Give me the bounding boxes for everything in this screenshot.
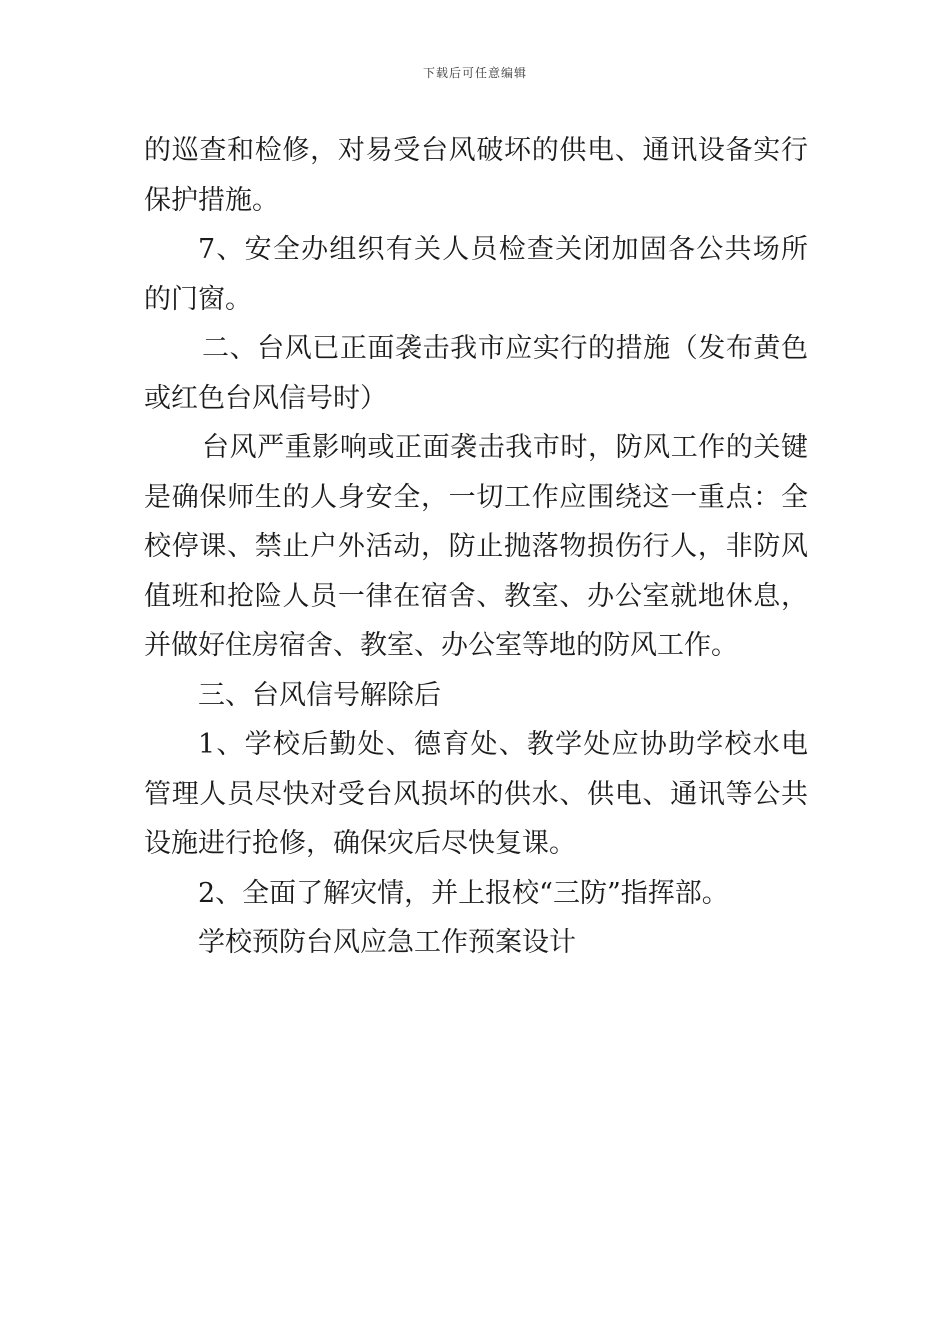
- section-2-heading: 二、台风已正面袭击我市应实行的措施（发布黄色或红色台风信号时）: [144, 333, 808, 414]
- section-3-item-1: 1、学校后勤处、德育处、教学处应协助学校水电管理人员尽快对受台风损坏的供水、供电、通讯等公共设施进行抢修，确保灾后尽快复课。: [144, 729, 808, 859]
- section-3-heading: 三、台风信号解除后: [198, 679, 441, 711]
- section-3-item-2: 2、全面了解灾情，并上报校“三防”指挥部。: [198, 877, 729, 909]
- page-header: 下载后可任意编辑: [422, 66, 527, 80]
- document-body: [144, 126, 808, 968]
- paragraph-item-7: 7、安全办组织有关人员检查关闭加固各公共场所的门窗。: [144, 234, 808, 315]
- section-2-body: 台风严重影响或正面袭击我市时，防风工作的关键是确保师生的人身安全，一切工作应围绕这一重点：全校停课、禁止户外活动，防止抛落物损伤行人，非防风值班和抢险人员一律在宿舍、教室、办公室就地休息，并做好住房宿舍、教室、办公室等地的防风工作。: [144, 432, 808, 661]
- paragraph-continuation: 的巡查和检修，对易受台风破坏的供电、通讯设备实行保护措施。: [144, 135, 808, 216]
- closing-title: 学校预防台风应急工作预案设计: [198, 927, 576, 958]
